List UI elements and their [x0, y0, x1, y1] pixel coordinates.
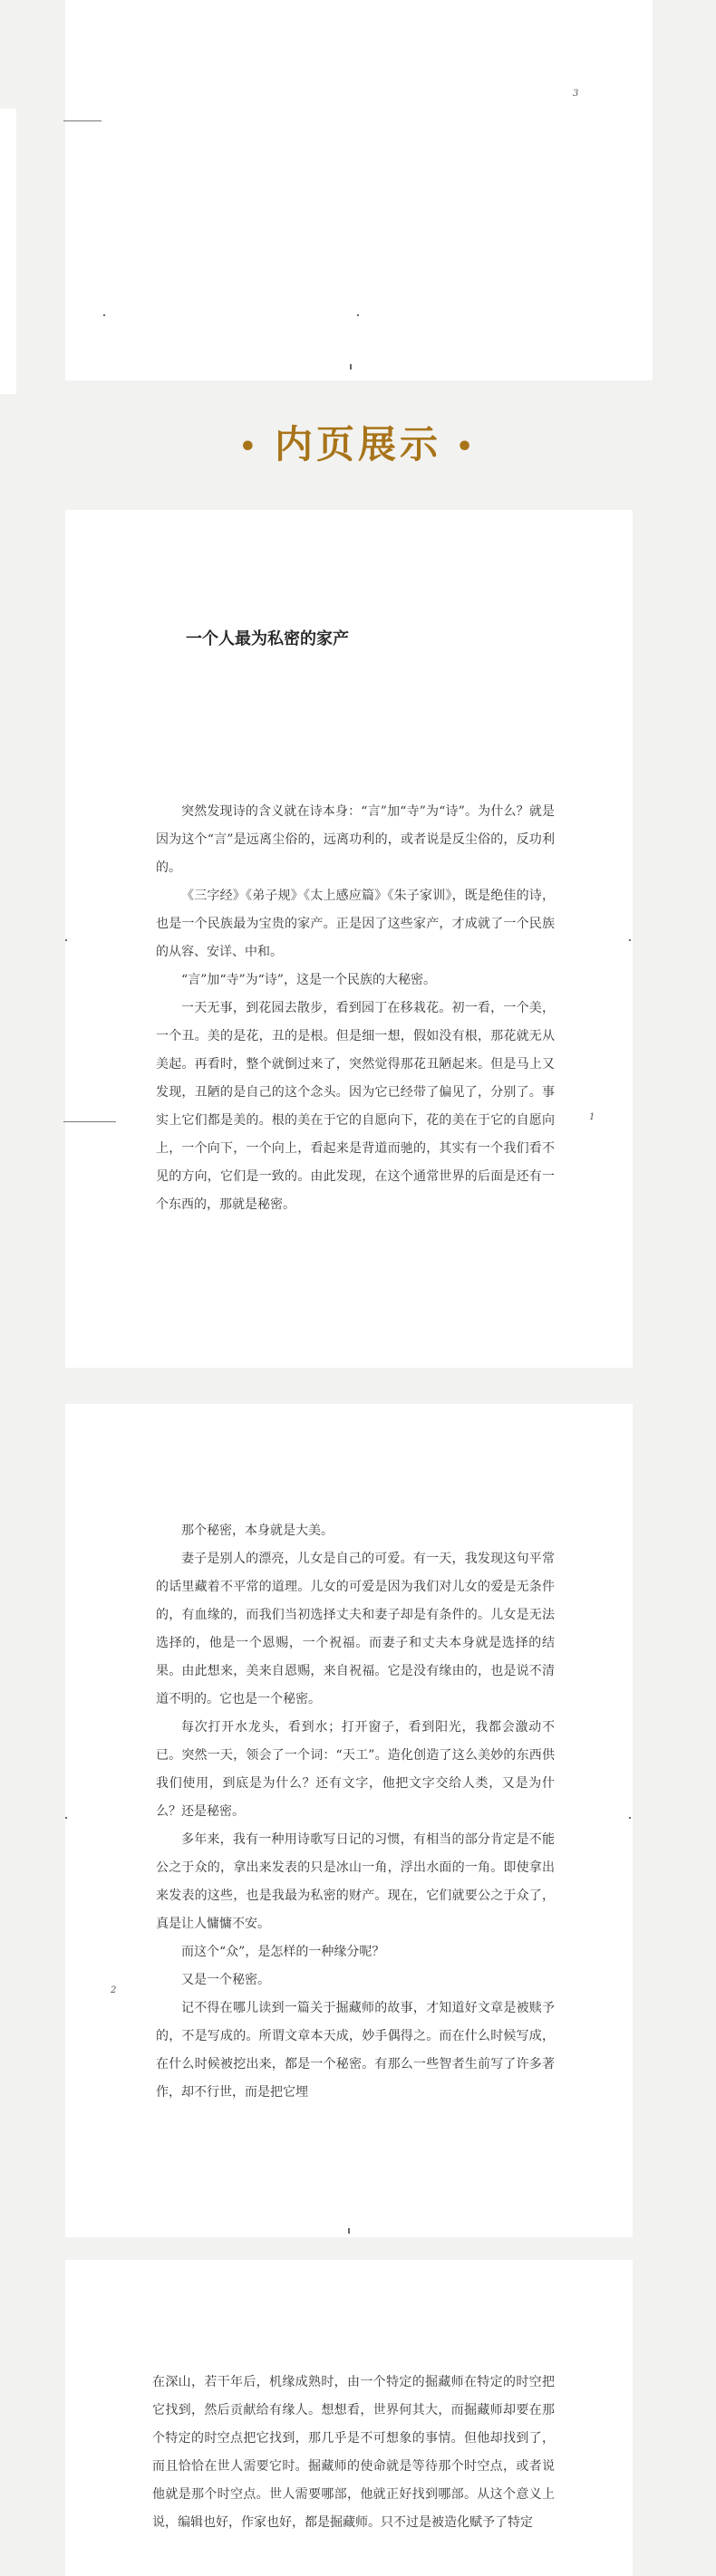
paragraph: 记不得在哪儿读到一篇关于掘藏师的故事，才知道好文章是被赎予的，不是写成的。所谓文章本天成，妙手偶得之。而在什么时候写成，在什么时候被挖出来，都是一个秘密。有那么一些智者生前写了许多著作，却不行世，而是把它埋 [156, 2001, 555, 2100]
paragraph: 在深山，若干年后，机缘成熟时，由一个特定的掘藏师在特定的时空把它找到，然后贡献给有缘人。想想看，世界何其大，而掘藏师却要在那个特定的时空点把它找到，那几乎是不可想象的事情。但他却找到了，而且恰恰在世人需要它时。掘藏师的使命就是等待那个时空点，或者说他就是那个时空点。世人需要哪部，他就正好找到哪部。从这个意义上说，编辑也好，作家也好，都是掘藏师。只不过是被造化赋予了特定 [152, 2375, 555, 2530]
heading-bullet-left: • [238, 431, 260, 463]
heading-bullet-right: • [456, 431, 478, 463]
section-heading-text: 内页展示 [274, 422, 441, 466]
page-number: 1 [589, 1112, 595, 1122]
paragraph: 一天无事，到花园去散步，看到园丁在移栽花。初一看，一个美，一个丑。美的是花，丑的是根。但是细一想，假如没有根，那花就无从美起。再看时，整个就倒过来了，突然觉得那花丑陋起来。但是马上又发现，丑陋的是自己的这个念头。因为它已经带了偏见了，分别了。事实上它们都是美的。根的美在于它的自愿向下，花的美在于它的自愿向上，一个向下，一个向上，看起来是背道而驰的，其实有一个我们看不见的方向，它们是一致的。由此发现，在这个通常世界的后面是还有一个东西的，那就是秘密。 [156, 1001, 555, 1212]
margin-mark [65, 939, 67, 941]
margin-mark [629, 1817, 631, 1819]
adjacent-page-edge [0, 109, 16, 394]
paragraph: “言”加“寺”为“诗”，这是一个民族的大秘密。 [181, 973, 436, 987]
section-heading [0, 422, 716, 466]
paragraph: 每次打开水龙头，看到水；打开窗子，看到阳光，我都会激动不已。突然一天，领会了一个词：“天工”。造化创造了这么美妙的东西供我们使用，到底是为什么？还有文字，他把文字交给人类，又是为什么？还是秘密。 [156, 1720, 555, 1819]
margin-rule [63, 1121, 116, 1122]
paragraph: 而这个“众”，是怎样的一种缘分呢？ [181, 1945, 385, 1959]
margin-mark [65, 1817, 67, 1819]
chapter-title: 一个人最为私密的家产 [186, 630, 349, 649]
margin-mark [629, 939, 631, 941]
page-text [156, 1517, 555, 2107]
page-text [156, 798, 555, 1219]
paragraph: 那个秘密，本身就是大美。 [181, 1523, 334, 1538]
paragraph: 妻子是别人的漂亮，儿女是自己的可爱。有一天，我发现这句平常的话里藏着不平常的道理。儿女的可爱是因为我们对儿女的爱是无条件的，有血缘的，而我们当初选择丈夫和妻子却是有条件的。儿女是无法选择的，他是一个恩赐，一个祝福。而妻子和丈夫本身就是选择的结果。由此想来，美来自恩赐，来自祝福。它是没有缘由的，也是说不清道不明的。它也是一个秘密。 [156, 1552, 555, 1706]
page-bottom-tick [348, 2228, 350, 2234]
book-page-3 [65, 2260, 633, 2576]
paragraph: 突然发现诗的含义就在诗本身：“言”加“寺”为“诗”。为什么？就是因为这个“言”是远离尘俗的，远离功利的，或者说是反尘俗的，反功利的。 [156, 804, 555, 875]
paragraph: 多年来，我有一种用诗歌写日记的习惯，有相当的部分肯定是不能公之于众的，拿出来发表的只是冰山一角，浮出水面的一角。即使拿出来发表的这些，也是我最为私密的财产。现在，它们就要公之于众了，真是让人慵慵不安。 [156, 1832, 555, 1931]
page-number: 2 [111, 1985, 117, 1995]
margin-mark [357, 314, 359, 316]
paragraph: 《三字经》《弟子规》《太上感应篇》《朱子家训》，既是绝佳的诗，也是一个民族最为宝贵的家产。正是因了这些家产，才成就了一个民族的从容、安详、中和。 [156, 889, 555, 959]
book-page-top [65, 0, 653, 380]
book-page-1 [65, 510, 633, 1368]
paragraph: 又是一个秘密。 [181, 1973, 270, 1987]
page-text [152, 2369, 555, 2537]
page-number: 3 [573, 89, 579, 99]
page-bottom-tick [350, 364, 352, 370]
margin-mark [103, 314, 105, 316]
margin-rule [63, 120, 102, 121]
book-page-2 [65, 1404, 633, 2237]
